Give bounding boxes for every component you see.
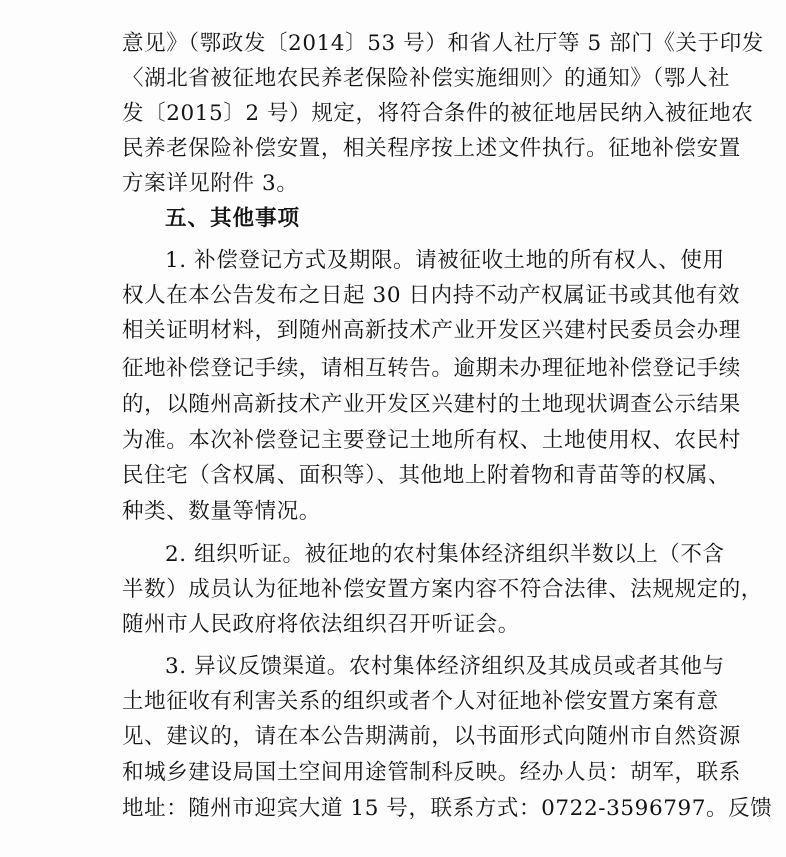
paragraph-1-line-3: 相关证明材料，到随州高新技术产业开发区兴建村民委员会办理 xyxy=(122,318,741,343)
paragraph-3-line-2: 土地征收有利害关系的组织或者个人对征地补偿安置方案有意 xyxy=(122,689,719,714)
paragraph-1-line-2: 权人在本公告发布之日起 30 日内持不动产权属证书或其他有效 xyxy=(122,283,741,308)
paragraph-1-line-1: 1. 补偿登记方式及期限。请被征收土地的所有权人、使用 xyxy=(165,248,725,273)
text-line-5: 方案详见附件 3。 xyxy=(122,171,299,196)
paragraph-1-line-8: 种类、数量等情况。 xyxy=(122,499,321,524)
section-heading: 五、其他事项 xyxy=(165,206,301,231)
paragraph-3-line-5: 地址：随州市迎宾大道 15 号，联系方式：0722-3596797。反馈 xyxy=(122,796,773,821)
paragraph-1-line-6: 为准。本次补偿登记主要登记土地所有权、土地使用权、农民村 xyxy=(122,428,741,453)
paragraph-3-line-1: 3. 异议反馈渠道。农村集体经济组织及其成员或者其他与 xyxy=(165,654,725,679)
paragraph-1-line-4: 征地补偿登记手续，请相互转告。逾期未办理征地补偿登记手续 xyxy=(122,356,741,381)
paragraph-3-line-4: 和城乡建设局国土空间用途管制科反映。经办人员：胡军，联系 xyxy=(122,760,741,785)
paragraph-2-line-1: 2. 组织听证。被征地的农村集体经济组织半数以上（不含 xyxy=(165,542,725,567)
paragraph-2-line-3: 随州市人民政府将依法组织召开听证会。 xyxy=(122,612,520,637)
paragraph-2-line-2: 半数）成员认为征地补偿安置方案内容不符合法律、法规规定的， xyxy=(122,577,763,602)
paragraph-1-line-7: 民住宅（含权属、面积等）、其他地上附着物和青苗等的权属、 xyxy=(122,463,731,488)
text-line-4: 民养老保险补偿安置，相关程序按上述文件执行。征地补偿安置 xyxy=(122,136,741,161)
paragraph-1-line-5: 的，以随州高新技术产业开发区兴建村的土地现状调查公示结果 xyxy=(122,392,741,417)
text-line-3: 发〔2015〕2 号）规定，将符合条件的被征地居民纳入被征地农 xyxy=(122,101,754,126)
text-line-1: 意见》（鄂政发〔2014〕53 号）和省人社厅等 5 部门《关于印发 xyxy=(122,31,764,56)
paragraph-3-line-3: 见、建议的，请在本公告期满前，以书面形式向随州市自然资源 xyxy=(122,724,741,749)
text-line-2: 〈湖北省被征地农民养老保险补偿实施细则〉的通知》（鄂人社 xyxy=(122,66,731,91)
